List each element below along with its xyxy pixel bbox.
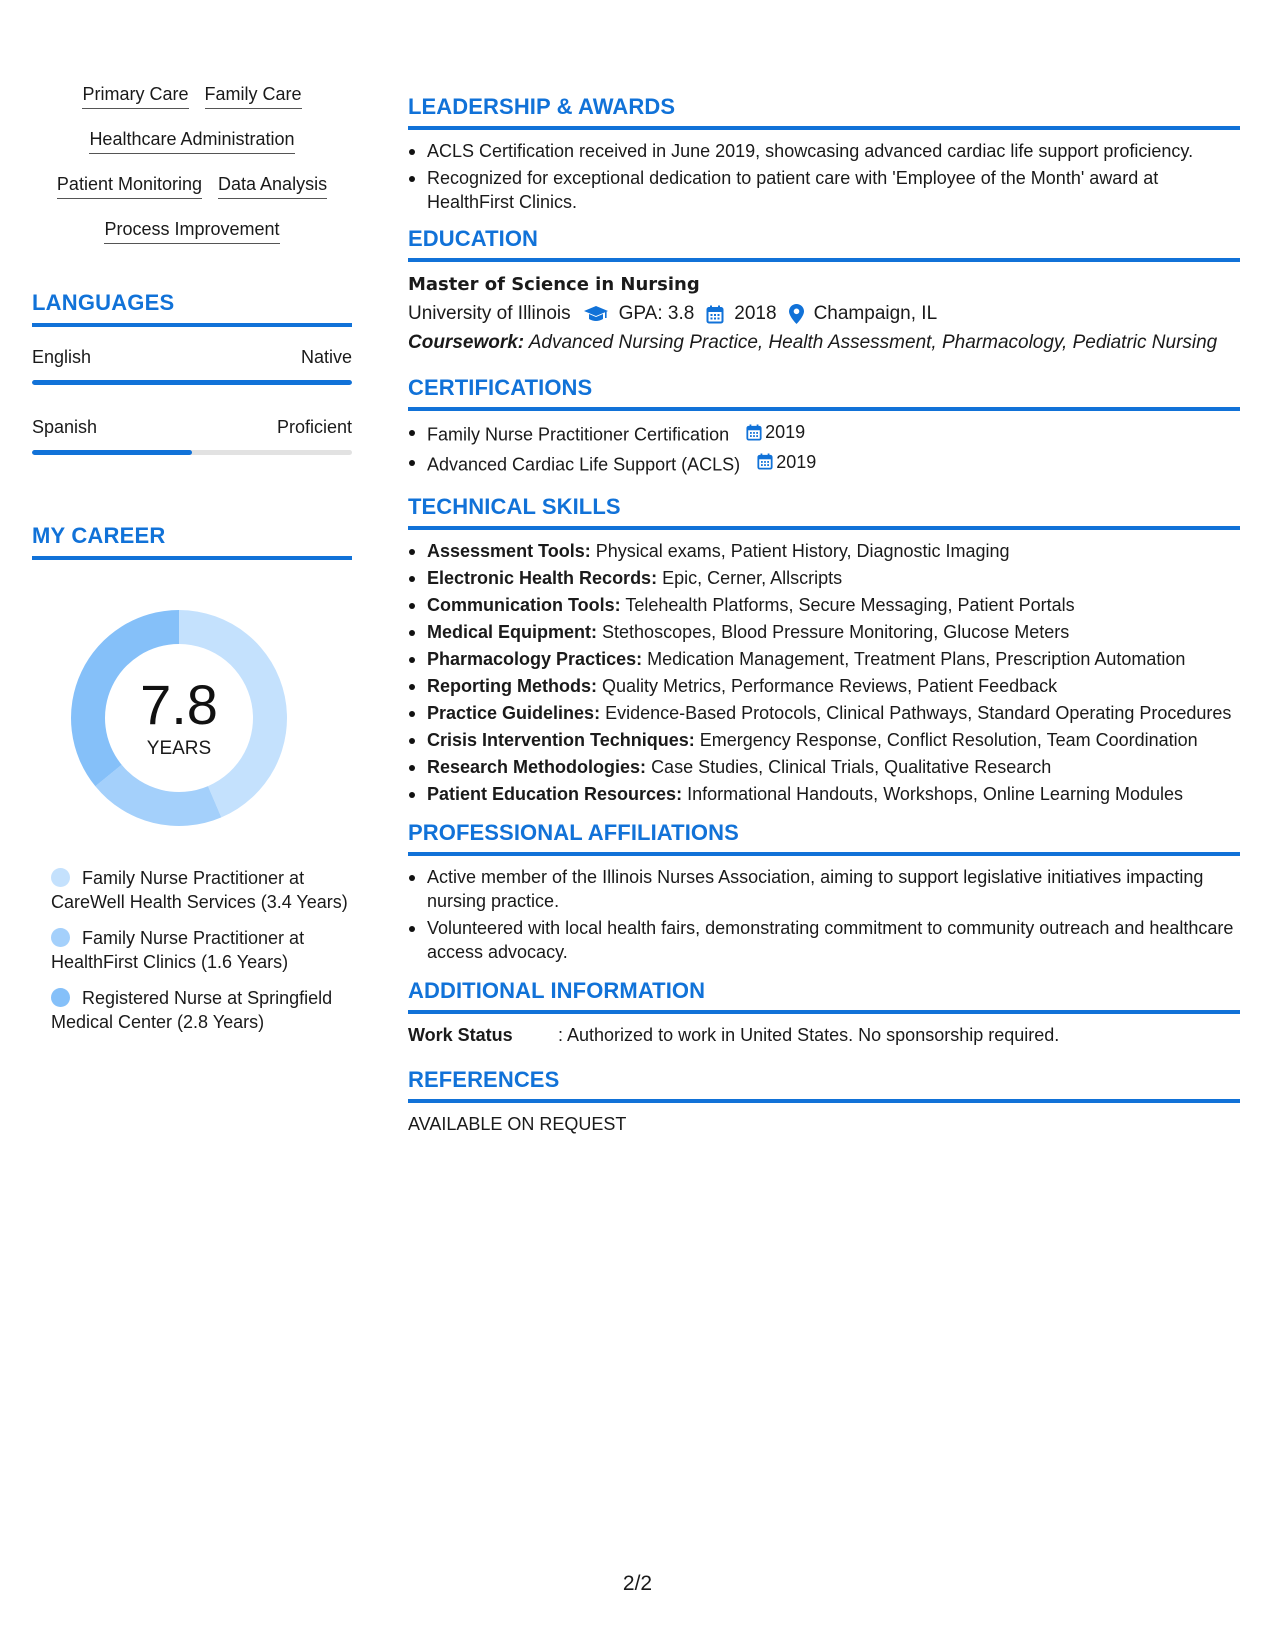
certification-item: [408, 450, 1240, 477]
skill-tags: [32, 84, 352, 244]
career-role-text: Registered Nurse at Springfield Medical Center (2.8 Years): [51, 988, 333, 1032]
graduation-year: 2018: [734, 303, 777, 324]
leadership-title: LEADERSHIP & AWARDS: [408, 94, 1240, 130]
calendar-icon: [706, 305, 724, 324]
skill-label: Medical Equipment:: [427, 622, 598, 642]
skill-item: [408, 701, 1240, 725]
legend-dot: [51, 988, 70, 1007]
skill-tag: Data Analysis: [218, 174, 327, 199]
leadership-list: [408, 139, 1240, 214]
leadership-item: ACLS Certification received in June 2019, showcasing advanced cardiac life support proficiency.: [408, 139, 1240, 163]
languages-title: LANGUAGES: [32, 290, 352, 327]
references-title: REFERENCES: [408, 1067, 1240, 1103]
career-role-text: Family Nurse Practitioner at HealthFirst Clinics (1.6 Years): [51, 928, 305, 972]
affiliation-item: Volunteered with local health fairs, demonstrating commitment to community outreach and healthcare access advocacy.: [408, 916, 1240, 964]
coursework-label: Coursework:: [408, 332, 525, 353]
technical-skills-list: [408, 539, 1240, 806]
skill-value: Stethoscopes, Blood Pressure Monitoring, Glucose Meters: [602, 622, 1070, 642]
coursework-text: Advanced Nursing Practice, Health Assessment, Pharmacology, Pediatric Nursing: [528, 332, 1218, 353]
leadership-section: [408, 94, 1240, 214]
references-section: [408, 1067, 1240, 1136]
school-location: Champaign, IL: [813, 303, 938, 324]
skill-item: [408, 566, 1240, 590]
affiliations-list: [408, 865, 1240, 964]
additional-info-section: [408, 978, 1240, 1047]
skill-label: Assessment Tools:: [427, 541, 591, 561]
school-name: University of Illinois: [408, 303, 571, 324]
career-role: [51, 926, 352, 974]
certification-year: 2019: [776, 451, 817, 472]
technical-skills-section: [408, 494, 1240, 806]
skill-label: Patient Education Resources:: [427, 784, 683, 804]
work-status-value: : Authorized to work in United States. No sponsorship required.: [558, 1025, 1060, 1045]
language-bar: [32, 450, 352, 455]
certifications-title: CERTIFICATIONS: [408, 375, 1240, 411]
language-item: [32, 347, 352, 385]
graduation-cap-icon: [583, 305, 609, 323]
skill-label: Crisis Intervention Techniques:: [427, 730, 695, 750]
certification-year: 2019: [765, 422, 806, 442]
career-title: MY CAREER: [32, 523, 352, 560]
education-meta: [408, 299, 1240, 329]
left-column: [32, 84, 352, 1046]
certification-item: [408, 420, 1240, 447]
calendar-icon: [757, 453, 773, 470]
coursework: [408, 331, 1240, 355]
language-item: [32, 417, 352, 455]
page-number: 2/2: [622, 1572, 653, 1595]
languages-section: [32, 290, 352, 455]
career-years-unit: YEARS: [146, 738, 212, 759]
leadership-item: Recognized for exceptional dedication to patient care with 'Employee of the Month' award at HealthFirst Clinics.: [408, 166, 1240, 214]
skill-label: Electronic Health Records:: [427, 568, 658, 588]
skill-value: Informational Handouts, Workshops, Online Learning Modules: [687, 784, 1184, 804]
language-name: English: [32, 347, 92, 367]
calendar-icon: [746, 424, 762, 441]
education-section: [408, 226, 1240, 355]
affiliations-title: PROFESSIONAL AFFILIATIONS: [408, 820, 1240, 856]
skill-item: [408, 782, 1240, 806]
skill-label: Pharmacology Practices:: [427, 649, 643, 669]
tag-row: [32, 219, 352, 244]
skill-item: [408, 593, 1240, 617]
career-role-text: Family Nurse Practitioner at CareWell Health Services (3.4 Years): [51, 868, 348, 912]
tag-row: [32, 174, 352, 199]
gpa: GPA: 3.8: [618, 303, 695, 324]
career-legend: [32, 866, 352, 1034]
career-role: [51, 986, 352, 1034]
language-bar-fill: [32, 450, 192, 455]
career-role: [51, 866, 352, 914]
skill-item: [408, 647, 1240, 671]
skill-label: Practice Guidelines:: [427, 703, 601, 723]
skill-value: Telehealth Platforms, Secure Messaging, Patient Portals: [625, 595, 1075, 615]
skill-tag: Process Improvement: [104, 219, 279, 244]
language-level: Native: [300, 347, 352, 367]
education-title: EDUCATION: [408, 226, 1240, 262]
language-bar: [32, 380, 352, 385]
career-section: [32, 523, 352, 1034]
skill-label: Reporting Methods:: [427, 676, 597, 696]
skill-label: Research Methodologies:: [427, 757, 647, 777]
skill-item: [408, 620, 1240, 644]
skill-item: [408, 539, 1240, 563]
skill-value: Physical exams, Patient History, Diagnostic Imaging: [595, 541, 1010, 561]
degree-name: Master of Science in Nursing: [408, 274, 700, 295]
skill-label: Communication Tools:: [427, 595, 621, 615]
skill-value: Quality Metrics, Performance Reviews, Patient Feedback: [602, 676, 1058, 696]
career-donut: [67, 606, 291, 830]
language-name: Spanish: [32, 417, 98, 437]
skill-value: Evidence-Based Protocols, Clinical Pathways, Standard Operating Procedures: [605, 703, 1232, 723]
certification-name: Family Nurse Practitioner Certification: [427, 424, 730, 445]
additional-info-title: ADDITIONAL INFORMATION: [408, 978, 1240, 1014]
language-bar-fill: [32, 380, 352, 385]
tag-row: [32, 129, 352, 154]
references-text: AVAILABLE ON REQUEST: [408, 1114, 627, 1134]
skill-value: Medication Management, Treatment Plans, Prescription Automation: [647, 649, 1186, 669]
skill-item: [408, 728, 1240, 752]
legend-dot: [51, 868, 70, 887]
career-total-years: 7.8: [140, 673, 218, 736]
technical-skills-title: TECHNICAL SKILLS: [408, 494, 1240, 530]
skill-value: Case Studies, Clinical Trials, Qualitative Research: [651, 757, 1052, 777]
certifications-list: [408, 420, 1240, 476]
language-level: Proficient: [276, 417, 352, 437]
work-status-row: [408, 1023, 1240, 1047]
skill-item: [408, 674, 1240, 698]
work-status-label: Work Status: [408, 1025, 513, 1045]
skill-value: Emergency Response, Conflict Resolution, Team Coordination: [699, 730, 1198, 750]
affiliation-item: Active member of the Illinois Nurses Association, aiming to support legislative initiatives impacting nursing practice.: [408, 865, 1240, 913]
skill-item: [408, 755, 1240, 779]
skill-value: Epic, Cerner, Allscripts: [662, 568, 843, 588]
location-pin-icon: [789, 304, 804, 324]
skill-tag: Primary Care: [82, 84, 188, 109]
right-column: [408, 94, 1240, 1146]
certifications-section: [408, 375, 1240, 476]
legend-dot: [51, 928, 70, 947]
certification-name: Advanced Cardiac Life Support (ACLS): [427, 454, 741, 474]
tag-row: [32, 84, 352, 109]
skill-tag: Healthcare Administration: [89, 129, 294, 154]
affiliations-section: [408, 820, 1240, 964]
skill-tag: Family Care: [205, 84, 302, 109]
skill-tag: Patient Monitoring: [57, 174, 202, 199]
